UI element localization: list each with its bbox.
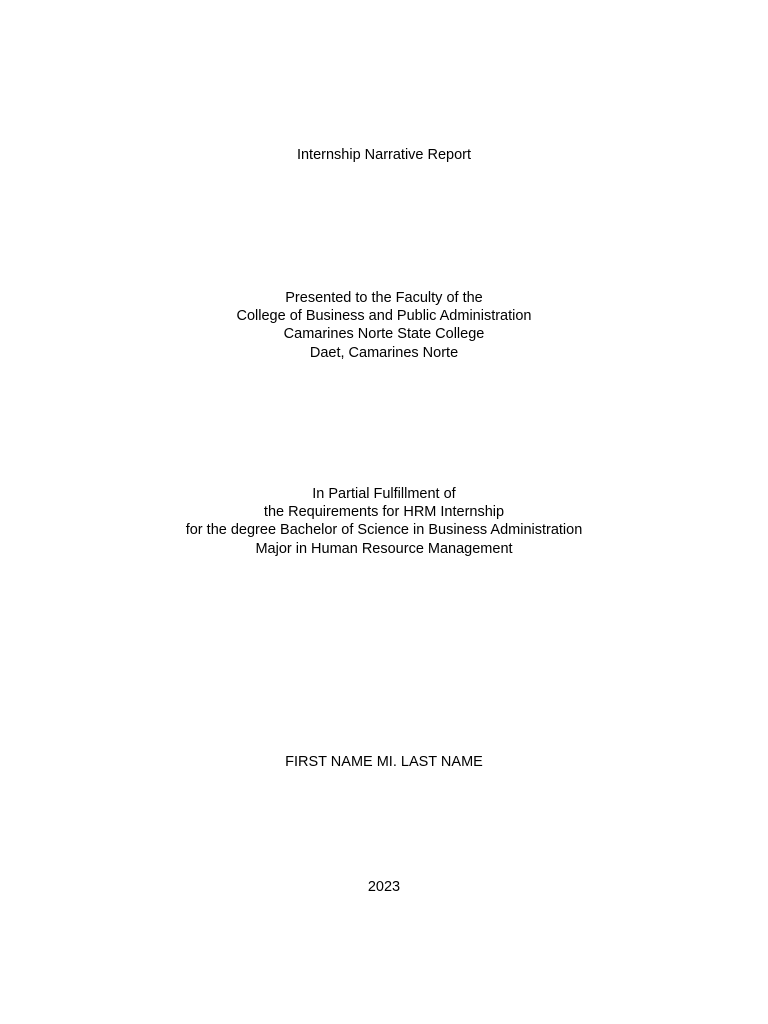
author-name: FIRST NAME MI. LAST NAME [285, 754, 483, 770]
year-block [0, 878, 768, 896]
title-block [0, 146, 768, 164]
presented-line: Presented to the Faculty of the [285, 290, 483, 306]
fulfillment-block [0, 485, 768, 558]
institution-line: Camarines Norte State College [283, 326, 485, 343]
author-block [0, 753, 768, 771]
location-line: Daet, Camarines Norte [309, 344, 459, 361]
document-year: 2023 [367, 879, 401, 895]
college-line: College of Business and Public Administration [236, 308, 532, 325]
document-title: Internship Narrative Report [296, 147, 472, 163]
degree-line: for the degree Bachelor of Science in Business Administration [185, 522, 583, 539]
major-line: Major in Human Resource Management [255, 540, 513, 557]
presented-to-block [0, 289, 768, 362]
fulfillment-line: In Partial Fulfillment of [312, 486, 456, 502]
requirements-line: the Requirements for HRM Internship [263, 504, 505, 521]
